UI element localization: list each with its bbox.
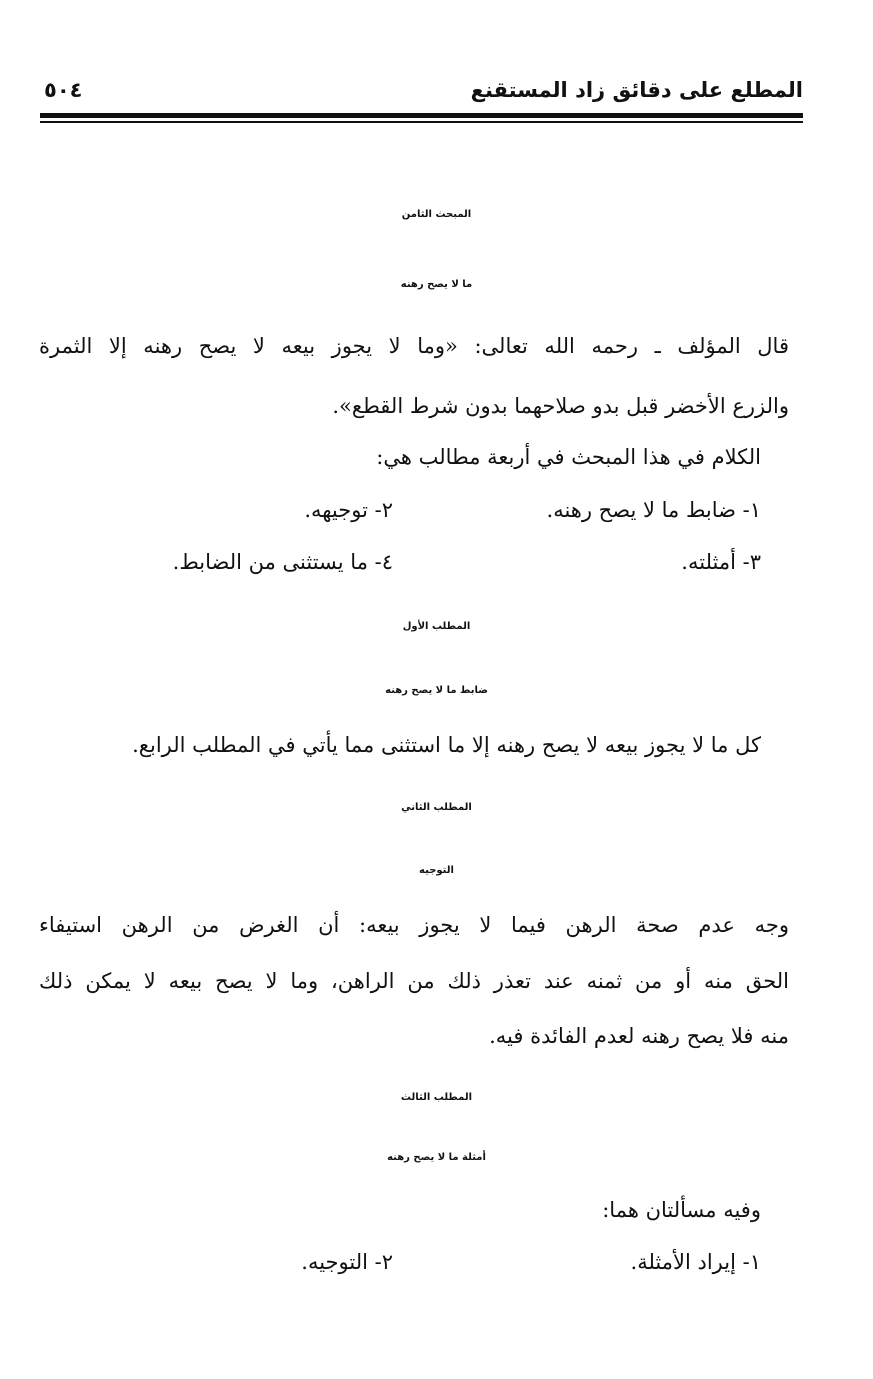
outline-item-3: ٣- أمثلته. [681,550,761,574]
running-head [40,78,803,110]
intro-line-3: الكلام في هذا المبحث في أربعة مطالب هي: [376,445,761,469]
matlab-2-line-1: وجه عدم صحة الرهن فيما لا يجوز بيعه: أن الغرض من الرهن استيفاء [39,913,789,937]
running-title: المطلع على دقائق زاد المستقنع [470,78,803,102]
header-rule-thick [40,113,803,118]
outline-item-4: ٤- ما يستثنى من الضابط. [172,550,393,574]
matlab-1-text: كل ما لا يجوز بيعه لا يصح رهنه إلا ما استثنى مما يأتي في المطلب الرابع. [132,733,761,757]
matlab-2-subtitle: التوجيه [419,865,454,876]
outline-item-1: ١- ضابط ما لا يصح رهنه. [546,498,761,522]
matlab-3-title: المطلب الثالث [400,1092,473,1103]
header-rule-thin [40,121,803,123]
outline-item-2: ٢- توجيهه. [304,498,393,522]
matlab-3-subtitle: أمثلة ما لا يصح رهنه [387,1152,486,1163]
intro-line-1: قال المؤلف ـ رحمه الله تعالى: «وما لا يجوز بيعه لا يصح رهنه إلا الثمرة [39,334,789,358]
section-subtitle: ما لا يصح رهنه [400,279,473,290]
matlab-1-subtitle: ضابط ما لا يصح رهنه [385,685,488,696]
matlab-2-title: المطلب الثاني [401,802,472,813]
matlab-1-title: المطلب الأول [402,621,471,632]
matlab-3-item-2: ٢- التوجيه. [301,1250,393,1274]
page-number: ٥٠٤ [44,78,83,102]
matlab-2-line-3: منه فلا يصح رهنه لعدم الفائدة فيه. [489,1024,789,1048]
matlab-3-item-1: ١- إيراد الأمثلة. [630,1250,761,1274]
intro-line-2: والزرع الأخضر قبل بدو صلاحهما بدون شرط القطع». [332,394,789,418]
section-title: المبحث الثامن [401,209,472,220]
matlab-3-intro: وفيه مسألتان هما: [602,1198,761,1222]
matlab-2-line-2: الحق منه أو من ثمنه عند تعذر ذلك من الراهن، وما لا يصح بيعه لا يمكن ذلك [39,969,789,993]
